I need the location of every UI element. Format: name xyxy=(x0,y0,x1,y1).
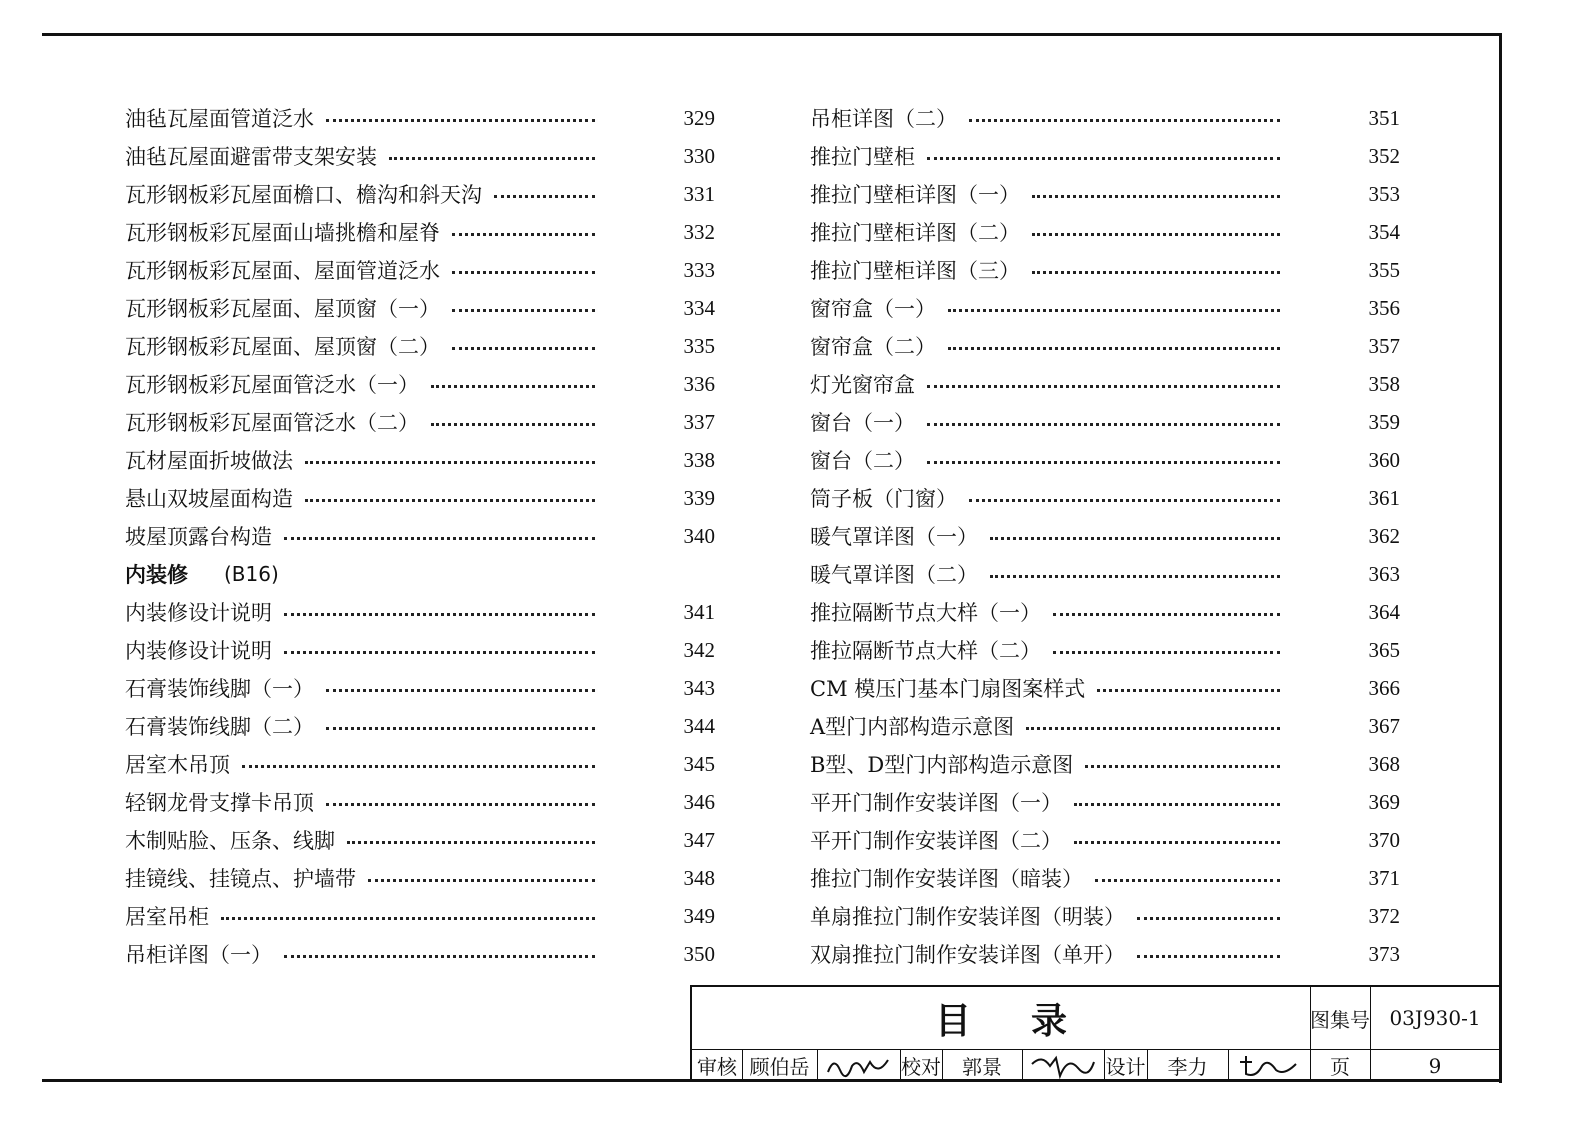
toc-entry-title: 内装修设计说明 xyxy=(125,639,272,663)
toc-entry-title: 挂镜线、挂镜点、护墙带 xyxy=(125,867,356,891)
toc-entry-page: 337 xyxy=(683,409,715,434)
toc-entry xyxy=(125,251,715,289)
toc-entry-title: 油毡瓦屋面管道泛水 xyxy=(125,107,314,131)
toc-entry xyxy=(810,897,1400,935)
dotted-leader xyxy=(1032,233,1280,236)
dotted-leader xyxy=(431,385,595,388)
toc-entry-page: 366 xyxy=(1368,675,1400,700)
dotted-leader xyxy=(452,309,595,312)
toc-entry-page: 348 xyxy=(683,865,715,890)
dotted-leader xyxy=(284,955,595,958)
dotted-leader xyxy=(284,651,595,654)
toc-entry-page: 362 xyxy=(1368,523,1400,548)
toc-entry-title: 瓦形钢板彩瓦屋面管泛水（一） xyxy=(125,373,419,397)
toc-entry-page: 365 xyxy=(1368,637,1400,662)
toc-section-heading xyxy=(125,555,715,593)
toc-entry xyxy=(810,745,1400,783)
toc-entry-page: 355 xyxy=(1368,257,1400,282)
design-label: 设计 xyxy=(1105,1055,1146,1079)
toc-entry-page: 372 xyxy=(1368,903,1400,928)
toc-entry xyxy=(810,175,1400,213)
dotted-leader xyxy=(494,195,595,198)
toc-entry-title: 石膏装饰线脚（一） xyxy=(125,677,314,701)
toc-entry-title: 灯光窗帘盒 xyxy=(810,373,915,397)
section-heading-code: (B16) xyxy=(224,562,279,586)
toc-entry-page: 359 xyxy=(1368,409,1400,434)
toc-entry-title: 轻钢龙骨支撑卡吊顶 xyxy=(125,791,314,815)
dotted-leader xyxy=(389,157,595,160)
toc-entry-title: 推拉门壁柜详图（一） xyxy=(810,183,1020,207)
toc-entry-title: 坡屋顶露台构造 xyxy=(125,525,272,549)
toc-entry xyxy=(125,441,715,479)
toc-entry-page: 339 xyxy=(683,485,715,510)
dotted-leader xyxy=(969,119,1280,122)
checker-signature xyxy=(1022,1049,1104,1082)
toc-entry-page: 354 xyxy=(1368,219,1400,244)
toc-entry-title: 推拉隔断节点大样（二） xyxy=(810,639,1041,663)
toc-entry-title: B型、D型门内部构造示意图 xyxy=(810,753,1074,777)
toc-entry-title: 筒子板（门窗） xyxy=(810,487,957,511)
dotted-leader xyxy=(1095,879,1280,882)
frame-right-border xyxy=(1499,33,1502,1083)
toc-entry-title: 瓦形钢板彩瓦屋面山墙挑檐和屋脊 xyxy=(125,221,440,245)
toc-entry-title: 悬山双坡屋面构造 xyxy=(125,487,293,511)
page-number: 9 xyxy=(1428,1053,1442,1078)
check-label: 校对 xyxy=(901,1055,941,1079)
toc-entry-title: 油毡瓦屋面避雷带支架安装 xyxy=(125,145,377,169)
toc-entry xyxy=(810,707,1400,745)
dotted-leader xyxy=(1032,195,1280,198)
toc-entry-title: 双扇推拉门制作安装详图（单开） xyxy=(810,943,1125,967)
toc-entry-title: 石膏装饰线脚（二） xyxy=(125,715,314,739)
toc-entry xyxy=(810,479,1400,517)
toc-entry-page: 331 xyxy=(683,181,715,206)
dotted-leader xyxy=(347,841,595,844)
toc-entry-page: 338 xyxy=(683,447,715,472)
dotted-leader xyxy=(927,157,1280,160)
toc-entry-page: 353 xyxy=(1368,181,1400,206)
toc-entry xyxy=(125,99,715,137)
dotted-leader xyxy=(1074,803,1280,806)
toc-entry xyxy=(125,365,715,403)
toc-entry-page: 333 xyxy=(683,257,715,282)
dotted-leader xyxy=(284,537,595,540)
toc-entry-page: 351 xyxy=(1368,105,1400,130)
toc-entry-title: 瓦形钢板彩瓦屋面、屋顶窗（一） xyxy=(125,297,440,321)
toc-entry xyxy=(810,251,1400,289)
dotted-leader xyxy=(326,689,595,692)
toc-entry xyxy=(810,517,1400,555)
toc-entry-page: 357 xyxy=(1368,333,1400,358)
dotted-leader xyxy=(452,347,595,350)
toc-entry xyxy=(125,745,715,783)
toc-entry xyxy=(810,783,1400,821)
dotted-leader xyxy=(305,499,595,502)
toc-entry xyxy=(125,897,715,935)
toc-entry xyxy=(125,631,715,669)
toc-entry-page: 336 xyxy=(683,371,715,396)
toc-entry xyxy=(810,327,1400,365)
toc-entry xyxy=(125,175,715,213)
toc-entry xyxy=(810,821,1400,859)
toc-left-column xyxy=(125,99,715,973)
page-label: 页 xyxy=(1330,1055,1350,1079)
toc-entry-title: 窗帘盒（一） xyxy=(810,297,936,321)
toc-right-column xyxy=(810,99,1400,973)
toc-entry-page: 350 xyxy=(683,941,715,966)
toc-entry-page: 345 xyxy=(683,751,715,776)
toc-entry-title: 暖气罩详图（一） xyxy=(810,525,978,549)
toc-entry-page: 371 xyxy=(1368,865,1400,890)
toc-entry xyxy=(125,479,715,517)
toc-entry xyxy=(125,821,715,859)
title-block xyxy=(690,985,1500,1080)
toc-entry-page: 343 xyxy=(683,675,715,700)
toc-entry xyxy=(125,403,715,441)
toc-entry-title: 瓦形钢板彩瓦屋面、屋面管道泛水 xyxy=(125,259,440,283)
dotted-leader xyxy=(1085,765,1280,768)
toc-entry xyxy=(810,289,1400,327)
toc-entry-title: 推拉门壁柜详图（二） xyxy=(810,221,1020,245)
toc-entry-title: 吊柜详图（一） xyxy=(125,943,272,967)
toc-entry-title: 木制贴脸、压条、线脚 xyxy=(125,829,335,853)
dotted-leader xyxy=(1053,613,1280,616)
toc-entry-page: 358 xyxy=(1368,371,1400,396)
toc-entry-title: 平开门制作安装详图（二） xyxy=(810,829,1062,853)
dotted-leader xyxy=(1026,727,1280,730)
toc-entry xyxy=(810,631,1400,669)
toc-entry xyxy=(810,935,1400,973)
toc-entry-title: 窗帘盒（二） xyxy=(810,335,936,359)
designer-name: 李力 xyxy=(1167,1055,1208,1079)
toc-entry-page: 329 xyxy=(683,105,715,130)
toc-entry xyxy=(810,137,1400,175)
dotted-leader xyxy=(452,233,595,236)
toc-entry xyxy=(125,517,715,555)
toc-entry-title: 窗台（二） xyxy=(810,449,915,473)
dotted-leader xyxy=(368,879,595,882)
dotted-leader xyxy=(326,803,595,806)
toc-entry-title: A型门内部构造示意图 xyxy=(810,715,1015,739)
toc-entry-page: 356 xyxy=(1368,295,1400,320)
toc-entry-title: 窗台（一） xyxy=(810,411,915,435)
toc-entry-page: 367 xyxy=(1368,713,1400,738)
toc-entry xyxy=(810,99,1400,137)
dotted-leader xyxy=(990,537,1280,540)
toc-entry xyxy=(125,593,715,631)
dotted-leader xyxy=(1097,689,1280,692)
toc-entry xyxy=(125,669,715,707)
dotted-leader xyxy=(1137,917,1280,920)
toc-entry-page: 332 xyxy=(683,219,715,244)
toc-entry-page: 330 xyxy=(683,143,715,168)
reviewer-signature xyxy=(817,1049,900,1082)
toc-entry-title: 暖气罩详图（二） xyxy=(810,563,978,587)
toc-entry-title: 吊柜详图（二） xyxy=(810,107,957,131)
dotted-leader xyxy=(969,499,1280,502)
dotted-leader xyxy=(452,271,595,274)
checker-name: 郭景 xyxy=(962,1055,1002,1079)
toc-entry-page: 370 xyxy=(1368,827,1400,852)
toc-entry-title: 居室吊柜 xyxy=(125,905,209,929)
toc-entry-page: 346 xyxy=(683,789,715,814)
dotted-leader xyxy=(1053,651,1280,654)
toc-entry xyxy=(810,669,1400,707)
toc-entry-title: 瓦形钢板彩瓦屋面檐口、檐沟和斜天沟 xyxy=(125,183,482,207)
toc-entry-page: 360 xyxy=(1368,447,1400,472)
dotted-leader xyxy=(1074,841,1280,844)
dotted-leader xyxy=(927,385,1280,388)
toc-entry-page: 364 xyxy=(1368,599,1400,624)
toc-entry xyxy=(125,213,715,251)
toc-entry xyxy=(125,707,715,745)
atlas-number: 03J930-1 xyxy=(1389,1006,1481,1030)
atlas-number-label: 图集号 xyxy=(1310,1007,1370,1032)
dotted-leader xyxy=(305,461,595,464)
toc-entry-page: 361 xyxy=(1368,485,1400,510)
section-heading-title: 内装修 xyxy=(125,563,188,587)
dotted-leader xyxy=(948,347,1280,350)
review-label: 审核 xyxy=(697,1055,737,1079)
toc-entry-page: 369 xyxy=(1368,789,1400,814)
toc-entry-page: 363 xyxy=(1368,561,1400,586)
toc-entry-title: 瓦形钢板彩瓦屋面管泛水（二） xyxy=(125,411,419,435)
designer-signature xyxy=(1228,1049,1310,1082)
toc-entry xyxy=(810,403,1400,441)
dotted-leader xyxy=(1032,271,1280,274)
toc-entry-page: 347 xyxy=(683,827,715,852)
toc-entry xyxy=(125,137,715,175)
toc-entry xyxy=(125,289,715,327)
toc-entry-title: 瓦材屋面折坡做法 xyxy=(125,449,293,473)
toc-entry-page: 344 xyxy=(683,713,715,738)
toc-entry-page: 334 xyxy=(683,295,715,320)
dotted-leader xyxy=(221,917,595,920)
toc-entry-page: 340 xyxy=(683,523,715,548)
toc-entry-page: 352 xyxy=(1368,143,1400,168)
toc-entry-title: 内装修设计说明 xyxy=(125,601,272,625)
toc-entry xyxy=(125,327,715,365)
dotted-leader xyxy=(948,309,1280,312)
dotted-leader xyxy=(927,423,1280,426)
toc-entry-title: 推拉隔断节点大样（一） xyxy=(810,601,1041,625)
toc-entry-title: 推拉门制作安装详图（暗装） xyxy=(810,867,1083,891)
dotted-leader xyxy=(284,613,595,616)
frame-top-border xyxy=(42,33,1502,36)
toc-entry-page: 335 xyxy=(683,333,715,358)
toc-entry xyxy=(125,935,715,973)
toc-entry-page: 368 xyxy=(1368,751,1400,776)
toc-entry-title: 居室木吊顶 xyxy=(125,753,230,777)
toc-entry-page: 341 xyxy=(683,599,715,624)
toc-entry xyxy=(810,593,1400,631)
dotted-leader xyxy=(242,765,595,768)
dotted-leader xyxy=(990,575,1280,578)
toc-entry-title: 推拉门壁柜详图（三） xyxy=(810,259,1020,283)
toc-entry xyxy=(810,555,1400,593)
toc-entry xyxy=(125,783,715,821)
dotted-leader xyxy=(927,461,1280,464)
toc-entry-page: 342 xyxy=(683,637,715,662)
dotted-leader xyxy=(326,727,595,730)
dotted-leader xyxy=(431,423,595,426)
document-title: 目录 xyxy=(934,1000,1127,1042)
toc-entry-title: CM 模压门基本门扇图案样式 xyxy=(810,677,1086,701)
toc-entry-page: 349 xyxy=(683,903,715,928)
toc-entry xyxy=(810,441,1400,479)
toc-entry xyxy=(810,365,1400,403)
toc-entry-title: 瓦形钢板彩瓦屋面、屋顶窗（二） xyxy=(125,335,440,359)
toc-entry-title: 单扇推拉门制作安装详图（明装） xyxy=(810,905,1125,929)
toc-entry-title: 推拉门壁柜 xyxy=(810,145,915,169)
toc-entry-page: 373 xyxy=(1368,941,1400,966)
dotted-leader xyxy=(1137,955,1280,958)
toc-entry xyxy=(125,859,715,897)
dotted-leader xyxy=(326,119,595,122)
toc-entry xyxy=(810,859,1400,897)
reviewer-name: 顾伯岳 xyxy=(749,1055,810,1079)
toc-entry xyxy=(810,213,1400,251)
toc-entry-title: 平开门制作安装详图（一） xyxy=(810,791,1062,815)
